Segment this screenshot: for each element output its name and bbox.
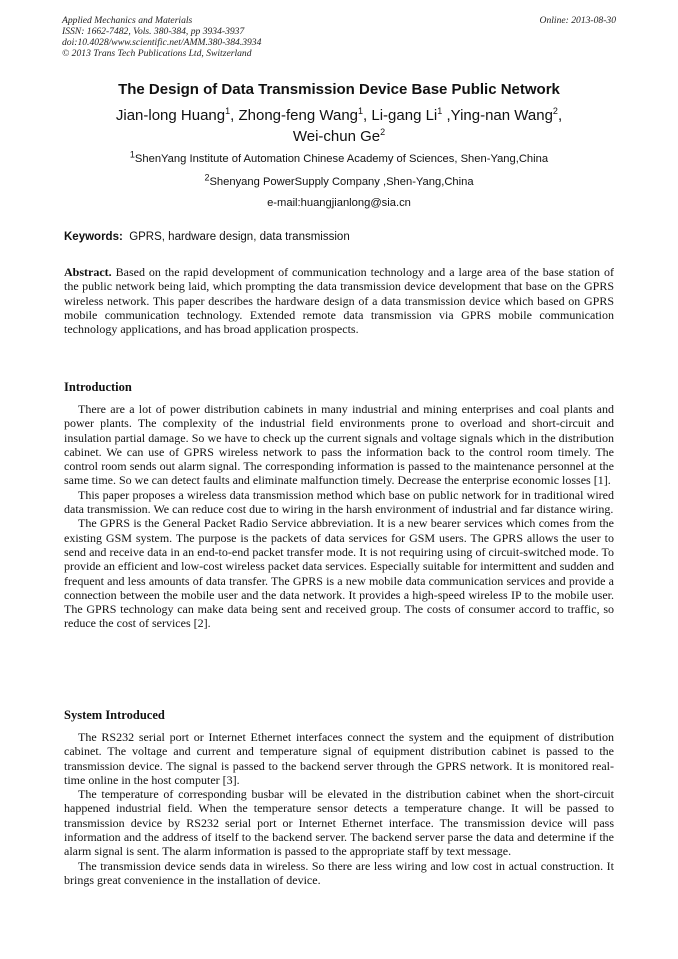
affiliation-1 — [62, 149, 616, 166]
introduction-body — [64, 402, 614, 631]
system-paragraph-1: The RS232 serial port or Internet Ethernet interfaces connect the system and the equipment of distribution cabinet. The voltage and current and temperature signal of equipment distribution cabinet is passed to the transmission device. The signal is passed to the backend server through the GPRS network. It is monitored real-time online in the host computer [3]. — [64, 730, 614, 787]
affiliation-2-text: Shenyang PowerSupply Company ,Shen-Yang,China — [209, 176, 474, 188]
issn-line: ISSN: 1662-7482, Vols. 380-384, pp 3934-3937 — [62, 26, 245, 37]
affiliation-2 — [62, 172, 616, 189]
paper-title: The Design of Data Transmission Device Base Public Network — [118, 81, 560, 98]
author-5-affiliation: 2 — [380, 127, 386, 137]
introduction-paragraph-3: The GPRS is the General Packet Radio Service abbreviation. It is a new bearer services which comes from the existing GSM system. The purpose is the packets of data services for GSM users. The GPRS allows the user to send and receive data in an end-to-end packet transfer mode. It is not requiring using of circuit-switched mode. To provide an efficient and low-cost wireless packet data services. Especially suitable for intermittent and sudden and frequent and less amounts of data transfer. The GPRS is a new mobile data communication services and provide a connection between the mobile user and the data network. It provides a high-speed wireless IP to the mobile user. The GPRS technology can make data being sent and received group. The costs of consumer accord to traffic, so reduce the cost of services [2]. — [64, 516, 614, 631]
author-3: Li-gang Li — [371, 107, 438, 124]
author-list: Jian-long Huang$^1$, Zhong-feng Wang$^1$, Li-gang Li$^1$ ,Ying-nan Wang$^2$, Wei-chun Ge$^2$ — [115, 106, 563, 145]
abstract-text: Based on the rapid development of communication technology and a large area of the base station of the public network being laid, which prompting the data transmission device development that base on the GPRS wireless network. This paper describes the hardware design of a data transmission device which based on GPRS mobile communication technology. Extended remote data transmission via GPRS mobile communication technology applications, and has broad application prospects. — [64, 265, 615, 337]
author-2: Zhong-feng Wang — [238, 107, 359, 124]
author-email: e-mail:huangjianlong@sia.cn — [267, 197, 411, 209]
affiliation-1-marker: 1 — [129, 149, 135, 160]
journal-header — [62, 15, 616, 59]
author-4: Ying-nan Wang — [450, 107, 553, 124]
copyright-line: © 2013 Trans Tech Publications Ltd, Switzerland — [62, 48, 252, 59]
introduction-heading: Introduction — [64, 380, 132, 394]
author-1: Jian-long Huang — [115, 107, 226, 124]
affiliation-2-marker: 2 — [204, 172, 210, 183]
system-introduced-heading: System Introduced — [64, 708, 165, 722]
introduction-paragraph-1: There are a lot of power distribution cabinets in many industrial and mining enterprises and coal plants and power plants. The complexity of the industrial field environments prone to overload and short-circuit and insulation partial damage. So we have to check up the current signals and voltage signals which in the distribution cabinet. We can use of GPRS wireless network to pass the information back to the control room timely. The control room sends out alarm signal. The corresponding information is passed to the maintenance personnel at the same time. So we can detect faults and eliminate malfunction timely. Decrease the enterprise economic losses [1]. — [64, 402, 614, 488]
author-3-affiliation: 1 — [437, 106, 443, 116]
journal-name: Applied Mechanics and Materials — [62, 15, 193, 26]
system-paragraph-2: The temperature of corresponding busbar will be elevated in the distribution cabinet when the short-circuit happened industrial field. When the temperature sensor detects a temperature change. It will be passed to transmission device by RS232 serial port or Internet Ethernet interface. The transmission device will pass information and the address of itself to the backend server. The backend server parse the data and determine if the alarm signal is sent. The alarm information is passed to the appropriate staff by text message. — [64, 787, 614, 859]
system-introduced-body — [64, 730, 614, 887]
introduction-paragraph-2: This paper proposes a wireless data transmission method which base on public network for in traditional wired data transmission. We can reduce cost due to wiring in the harsh environment of industrial and far distance wiring. — [64, 487, 614, 517]
affiliation-1-text: ShenYang Institute of Automation Chinese Academy of Sciences, Shen-Yang,China — [134, 153, 549, 165]
author-1-affiliation: 1 — [225, 106, 231, 116]
abstract-label: Abstract. — [64, 265, 112, 279]
online-date: Online: 2013-08-30 — [539, 15, 616, 26]
keywords — [64, 230, 616, 244]
author-2-affiliation: 1 — [358, 106, 364, 116]
author-4-affiliation: 2 — [552, 106, 558, 116]
abstract — [64, 265, 614, 336]
keywords-label: Keywords: — [64, 231, 123, 243]
keywords-text: GPRS, hardware design, data transmission — [129, 231, 350, 243]
author-5: Wei-chun Ge — [292, 128, 381, 145]
system-paragraph-3: The transmission device sends data in wireless. So there are less wiring and low cost in actual construction. It brings great convenience in the installation of device. — [64, 858, 614, 887]
doi-line: doi:10.4028/www.scientific.net/AMM.380-384.3934 — [62, 37, 262, 48]
